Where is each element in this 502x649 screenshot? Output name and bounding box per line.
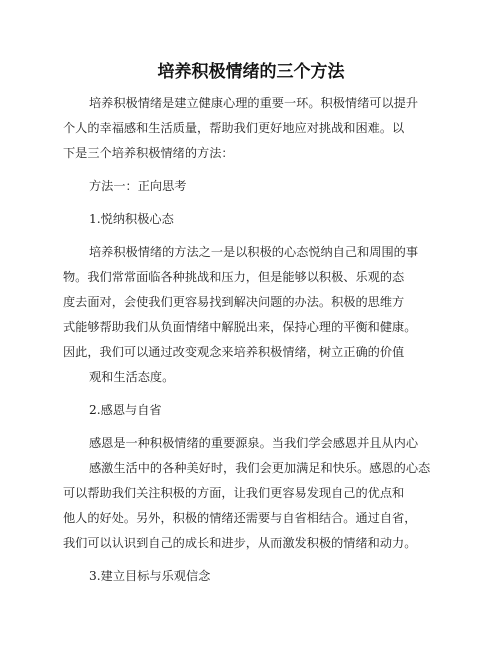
body-line: 感激生活中的各种美好时，我们会更加满足和快乐。感恩的心态	[89, 461, 431, 475]
intro-line: 个人的幸福感和生活质量，帮助我们更好地应对挑战和困难。以	[63, 121, 405, 135]
body-line: 可以帮助我们关注积极的方面，让我们更容易发现自己的优点和	[63, 486, 405, 500]
method-heading: 方法一：正向思考	[89, 179, 187, 193]
body-line: 他人的好处。另外，积极的情绪还需要与自省相结合。通过自省，	[63, 511, 417, 525]
section-heading: 3.建立目标与乐观信念	[89, 569, 211, 583]
body-line: 式能够帮助我们从负面情绪中解脱出来，保持心理的平衡和健康。	[63, 320, 417, 334]
section-heading: 2.感恩与自省	[89, 403, 162, 417]
body-line: 培养积极情绪的方法之一是以积极的心态悦纳自己和周围的事	[89, 245, 419, 259]
document-title: 培养积极情绪的三个方法	[157, 62, 345, 82]
body-line: 因此，我们可以通过改变观念来培养积极情绪，树立正确的价值	[63, 345, 405, 359]
body-line: 度去面对，会使我们更容易找到解决问题的办法。积极的思维方	[63, 295, 405, 309]
intro-line: 下是三个培养积极情绪的方法：	[63, 146, 234, 160]
body-line: 我们可以认识到自己的成长和进步，从而激发积极的情绪和动力。	[63, 536, 417, 550]
body-line: 感恩是一种积极情绪的重要源泉。当我们学会感恩并且从内心	[89, 436, 419, 450]
body-line: 物。我们常常面临各种挑战和压力，但是能够以积极、乐观的态	[63, 270, 405, 284]
section-heading: 1.悦纳积极心态	[89, 212, 174, 226]
body-line: 观和生活态度。	[89, 370, 175, 384]
intro-line: 培养积极情绪是建立健康心理的重要一环。积极情绪可以提升	[89, 96, 419, 110]
